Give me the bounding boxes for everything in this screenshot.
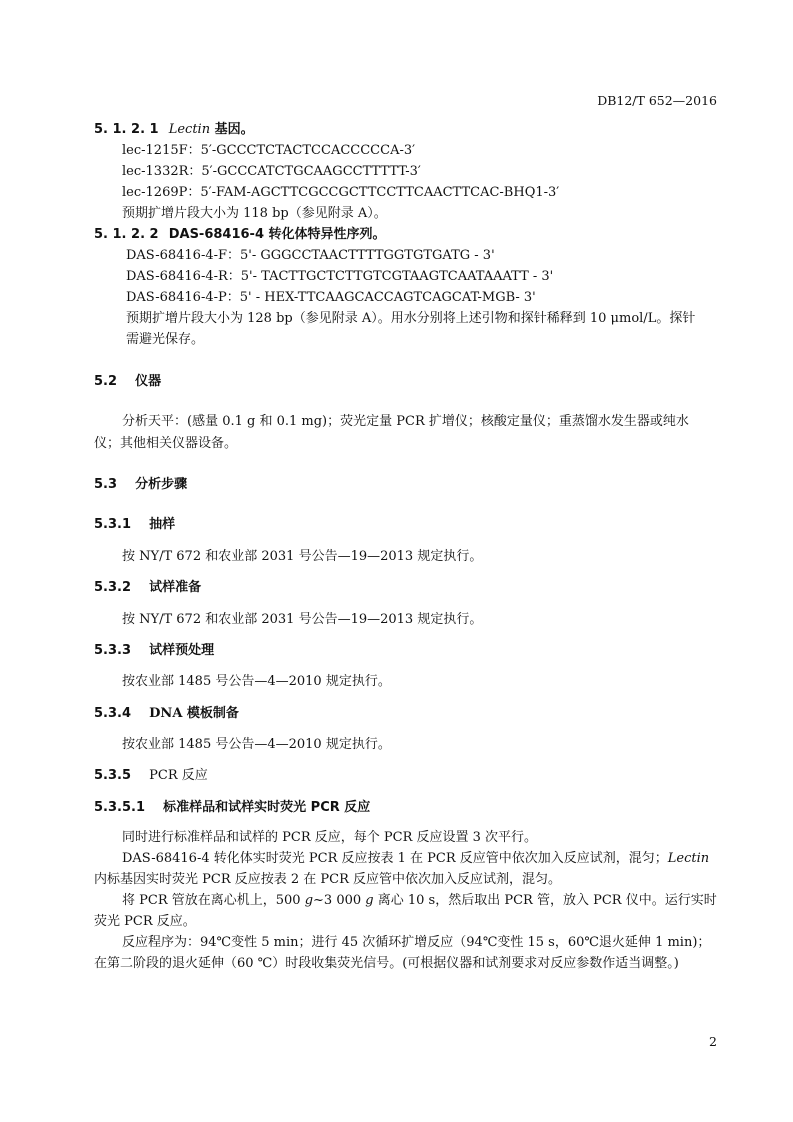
primer-line: DAS-68416-4-F：5'- GGGCCTAACTTTTGGTGTGATG - 3' <box>126 248 495 263</box>
gene-name-italic: Lectin <box>667 851 710 866</box>
primer-line: lec-1332R：5′-GCCCATCTGCAAGCCTTTTT-3′ <box>122 164 421 179</box>
unit-g-italic: g <box>365 893 374 908</box>
section-number: 5.3 <box>94 477 118 492</box>
section-title: 试样准备 <box>149 580 202 595</box>
section-number: 5.3.4 <box>94 706 132 721</box>
clause-number: 5. 1. 2. 2 <box>94 227 159 242</box>
probe-line: DAS-68416-4-P：5' - HEX-TTCAAGCACCAGTCAGCAT-MGB- 3' <box>126 290 536 305</box>
primer-line: lec-1215F：5′-GCCCTCTACTCCACCCCCA-3′ <box>122 143 416 158</box>
section-number: 5.2 <box>94 374 118 389</box>
section-title: 模板制备 <box>182 706 239 721</box>
paragraph-line: 在第二阶段的退火延伸（60 ℃）时段收集荧光信号。(可根据仪器和试剂要求对反应参数作适当调整。) <box>94 956 679 971</box>
amplicon-note: 预期扩增片段大小为 118 bp（参见附录 A）。 <box>122 206 387 221</box>
section-number: 5.3.1 <box>94 517 132 532</box>
paragraph-line <box>122 892 717 910</box>
section-5-3-1-heading <box>94 516 175 534</box>
paragraph-line: 按 NY/T 672 和农业部 2031 号公告—19—2013 规定执行。 <box>122 549 483 564</box>
section-title: PCR 反应 <box>149 768 208 783</box>
paragraph-line: 预期扩增片段大小为 128 bp（参见附录 A）。用水分别将上述引物和探针稀释到 10 μmol/L。探针 <box>126 311 696 326</box>
paragraph-text: 离心 10 s，然后取出 PCR 管，放入 PCR 仪中。运行实时 <box>373 893 717 908</box>
clause-5-1-2-2-heading <box>94 226 386 244</box>
section-5-3-heading <box>94 476 187 494</box>
section-number: 5.3.2 <box>94 580 132 595</box>
section-title-dna: DNA <box>149 706 183 721</box>
paragraph-line: 荧光 PCR 反应。 <box>94 914 196 929</box>
section-title: 分析步骤 <box>135 477 188 492</box>
probe-line: lec-1269P：5′-FAM-AGCTTCGCCGCTTCCTTCAACTTCAC-BHQ1-3′ <box>122 185 560 200</box>
clause-number: 5. 1. 2. 1 <box>94 122 159 137</box>
section-number: 5.3.5.1 <box>94 800 145 815</box>
clause-title: DAS-68416-4 转化体特异性序列。 <box>168 227 386 242</box>
gene-name-italic: Lectin <box>168 122 211 137</box>
section-number: 5.3.5 <box>94 768 132 783</box>
page-number: 2 <box>709 1034 717 1049</box>
section-number: 5.3.3 <box>94 643 132 658</box>
paragraph-line: 按 NY/T 672 和农业部 2031 号公告—19—2013 规定执行。 <box>122 612 483 627</box>
section-5-3-3-heading <box>94 642 214 660</box>
section-title: 试样预处理 <box>149 643 215 658</box>
paragraph-line: 仪；其他相关仪器设备。 <box>94 436 238 451</box>
clause-5-1-2-1-heading <box>94 121 254 139</box>
paragraph-line: 分析天平：(感量 0.1 g 和 0.1 mg)；荧光定量 PCR 扩增仪；核酸定量仪；重蒸馏水发生器或纯水 <box>122 414 689 429</box>
section-title: 标准样品和试样实时荧光 PCR 反应 <box>163 800 371 815</box>
section-5-3-4-heading <box>94 705 239 723</box>
paragraph-line: 同时进行标准样品和试样的 PCR 反应，每个 PCR 反应设置 3 次平行。 <box>122 830 538 845</box>
unit-g-italic: g <box>304 893 314 908</box>
section-5-3-5-1-heading <box>94 799 370 817</box>
document-id-header: DB12/T 652—2016 <box>597 93 717 108</box>
paragraph-line: 按农业部 1485 号公告—4—2010 规定执行。 <box>122 674 391 689</box>
section-title: 抽样 <box>149 517 176 532</box>
paragraph-line: 内标基因实时荧光 PCR 反应按表 2 在 PCR 反应管中依次加入反应试剂，混匀。 <box>94 872 562 887</box>
paragraph-line: 反应程序为：94℃变性 5 min；进行 45 次循环扩增反应（94℃变性 15 s，60℃退火延伸 1 min)； <box>122 935 711 950</box>
section-5-3-5-heading <box>94 767 208 785</box>
primer-line: DAS-68416-4-R：5'- TACTTGCTCTTGTCGTAAGTCAATAAATT - 3' <box>126 269 554 284</box>
clause-title: 基因。 <box>210 122 254 137</box>
paragraph-text: ~3 000 <box>313 893 366 908</box>
paragraph-text: 将 PCR 管放在离心机上，500 <box>122 893 305 908</box>
section-title: 仪器 <box>135 374 162 389</box>
section-5-3-2-heading <box>94 579 201 597</box>
paragraph-line <box>122 850 709 868</box>
paragraph-text: DAS-68416-4 转化体实时荧光 PCR 反应按表 1 在 PCR 反应管中依次加入反应试剂，混匀； <box>122 851 668 866</box>
section-5-2-heading <box>94 373 161 391</box>
paragraph-line: 按农业部 1485 号公告—4—2010 规定执行。 <box>122 737 391 752</box>
paragraph-line: 需避光保存。 <box>126 332 205 347</box>
